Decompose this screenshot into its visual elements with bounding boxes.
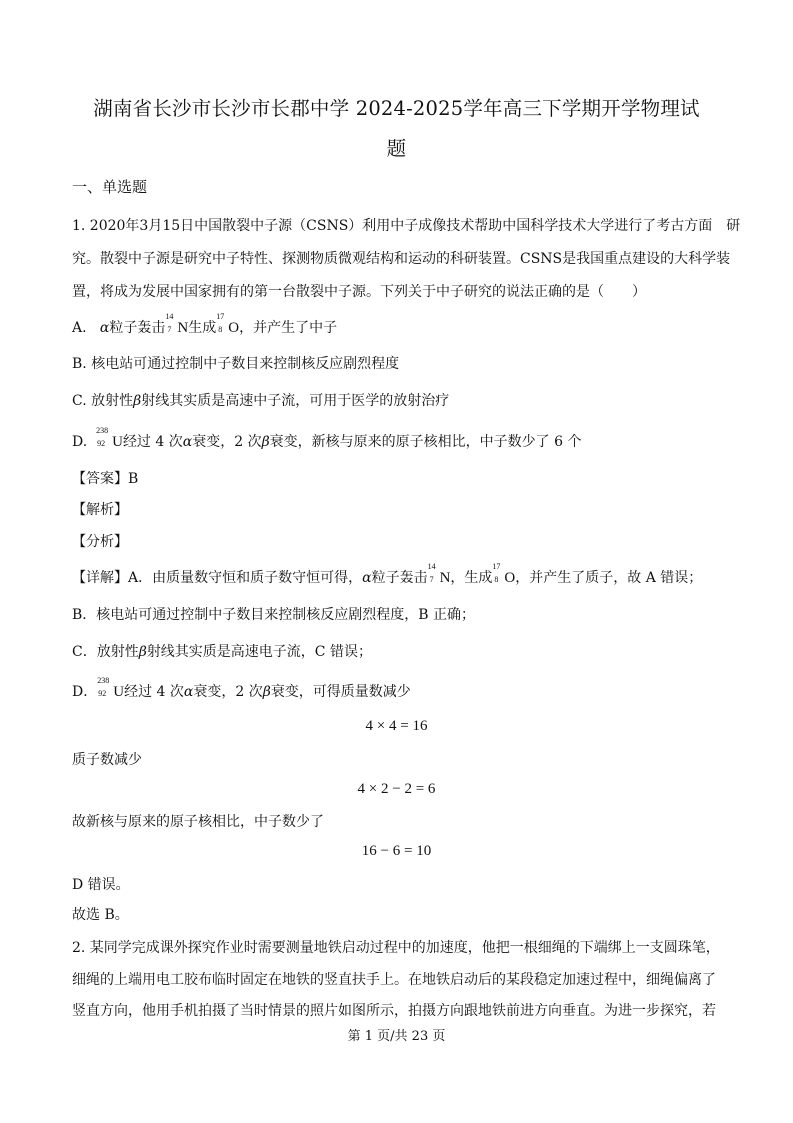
nuclide-u238: 238 92 U bbox=[97, 676, 125, 700]
beta-symbol: β bbox=[261, 434, 270, 450]
q1-analysis-heading: 【解析】 bbox=[72, 502, 128, 518]
q1-option-c: C. 放射性β射线其实质是高速中子流，可用于医学的放射治疗 bbox=[72, 393, 450, 409]
q1-choose: 故选 B。 bbox=[72, 907, 129, 923]
equation-proton-number: 4 × 2 − 2 = 6 bbox=[357, 781, 436, 797]
nuclide-n14: 14 7 N bbox=[427, 562, 451, 586]
document-title-line2: 题 bbox=[386, 137, 407, 160]
q1-detail-d: D． 238 92 U经过 4 次α衰变，2 次β衰变，可得质量数减少 bbox=[72, 676, 411, 700]
alpha-symbol: α bbox=[362, 570, 372, 586]
q1-stem-line2: 究。散裂中子源是研究中子特性、探测物质微观结构和运动的科研装置。CSNS是我国重点建设的大科学装 bbox=[72, 251, 731, 267]
section-heading: 一、单选题 bbox=[72, 178, 148, 196]
q1-answer: 【答案】B bbox=[72, 471, 139, 487]
q2-line3: 竖直方向，他用手机拍摄了当时情景的照片如图所示，拍摄方向跟地铁前进方向垂直。为进一步探究，若 bbox=[72, 1003, 716, 1019]
nuclide-u238: 238 92 U bbox=[96, 426, 123, 450]
equation-neutron-number: 16 − 6 = 10 bbox=[361, 843, 432, 859]
q2-line1: 2. 某同学完成课外探究作业时需要测量地铁启动过程中的加速度，他把一根细绳的下端绑上一支圆珠笔， bbox=[72, 940, 720, 956]
beta-symbol: β bbox=[133, 393, 142, 409]
equation-mass-number: 4 × 4 = 16 bbox=[365, 718, 428, 734]
q2-line2: 细绳的上端用电工胶布临时固定在地铁的竖直扶手上。在地铁启动后的某段稳定加速过程中，细绳偏离了 bbox=[72, 972, 716, 988]
beta-symbol: β bbox=[138, 644, 147, 660]
nuclide-o17: 17 8 O bbox=[492, 562, 516, 586]
q1-detail-c: C．放射性β射线其实质是高速电子流，C 错误； bbox=[72, 644, 372, 660]
q1-detail-b: B．核电站可通过控制中子数目来控制核反应剧烈程度，B 正确； bbox=[72, 607, 476, 623]
q1-option-a: A. α粒子轰击 14 7 N生成 17 8 O，并产生了中子 bbox=[72, 312, 338, 336]
page-footer: 第 1 页/共 23 页 bbox=[347, 1029, 446, 1044]
nuclide-n14: 14 7 N bbox=[165, 312, 189, 336]
q1-d-wrong: D 错误。 bbox=[72, 877, 130, 893]
q1-option-d: D. 238 92 U经过 4 次α衰变，2 次β衰变，新核与原来的原子核相比，中子数少了 6 个 bbox=[72, 426, 582, 450]
q1-option-b: B. 核电站可通过控制中子数目来控制核反应剧烈程度 bbox=[72, 356, 400, 372]
q1-proton-text: 质子数减少 bbox=[72, 752, 142, 768]
beta-symbol: β bbox=[262, 684, 271, 700]
q1-stem-line3: 置，将成为发展中国家拥有的第一台散裂中子源。下列关于中子研究的说法正确的是（ ） bbox=[72, 284, 646, 300]
q1-neutron-text: 故新核与原来的原子核相比，中子数少了 bbox=[72, 814, 324, 830]
nuclide-o17: 17 8 O bbox=[216, 312, 240, 336]
q1-stem-line1: 1. 2020年3月15日中国散裂中子源（CSNS）利用中子成像技术帮助中国科学技术大学进行了考古方面 研 bbox=[72, 218, 741, 234]
alpha-symbol: α bbox=[99, 320, 110, 336]
q1-fenxi-heading: 【分析】 bbox=[72, 534, 128, 550]
q1-detail-a: 【详解】A．由质量数守恒和质子数守恒可得，α粒子轰击 14 7 N，生成 17 8 O，并产生了质子，故 A 错误； bbox=[72, 562, 703, 586]
alpha-symbol: α bbox=[183, 684, 194, 700]
alpha-symbol: α bbox=[182, 434, 193, 450]
document-title-line1: 湖南省长沙市长沙市长郡中学 2024-2025学年高三下学期开学物理试 bbox=[93, 97, 700, 120]
